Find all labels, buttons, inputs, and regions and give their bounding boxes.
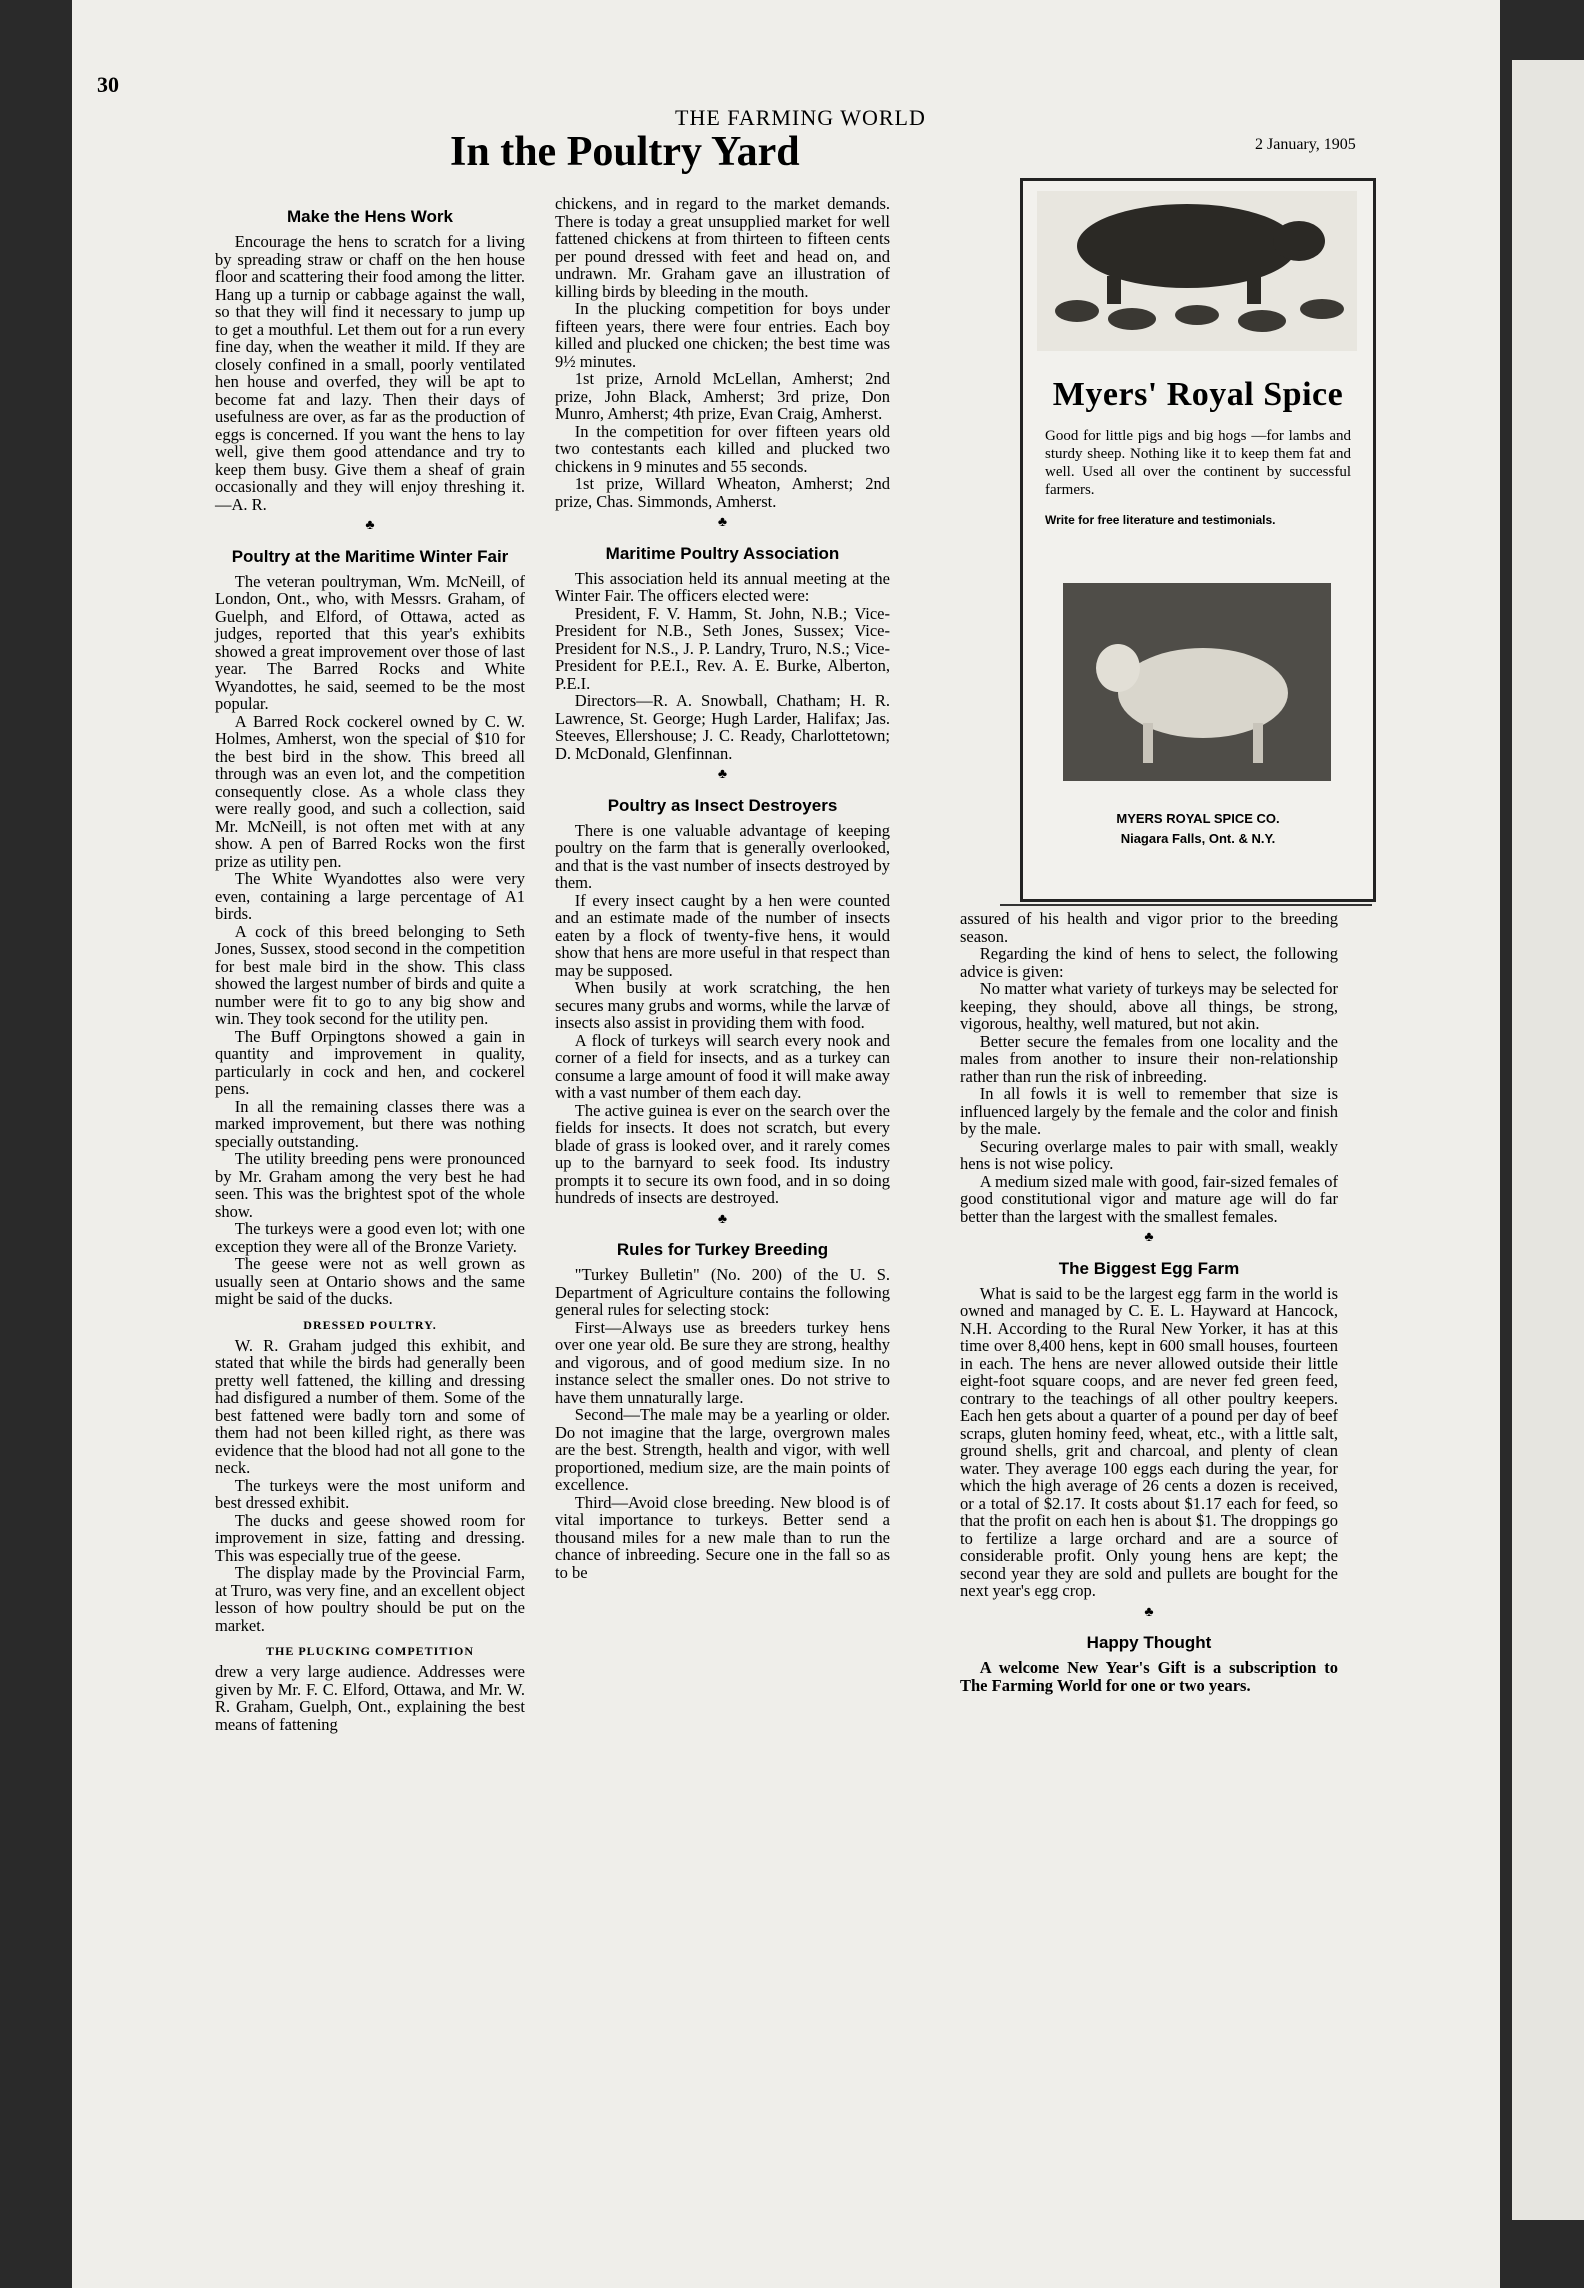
paragraph: President, F. V. Hamm, St. John, N.B.; Vice-President for N.B., Seth Jones, Sussex; Vice-President for N.S., J. P. Landry, Truro, N.S.; Vice-President for P.E.I., Rev. A. E. Burke, Alberton, P.E.I. (555, 603, 890, 693)
subheading: DRESSED POULTRY. (303, 1317, 437, 1332)
ornament-icon: ♣ (365, 518, 375, 533)
ad-call-to-action: Write for free literature and testimonials. (1045, 513, 1276, 527)
paragraph: A Barred Rock cockerel owned by C. W. Holmes, Amherst, won the special of $10 for the best bird in the show. This breed all through was an even lot, and the competition consequently close. As a whole class they were really good, and such a collection, said Mr. McNeill, is not often met with at any show. A pen of Barred Rocks won the first prize as utility pen. (215, 711, 525, 871)
paragraph: The display made by the Provincial Farm, at Truro, was very fine, and an excellent object lesson of how poultry should be put on the market. (215, 1563, 525, 1635)
ornament-icon: ♣ (717, 767, 728, 782)
paragraph: The geese were not as well grown as usually seen at Ontario shows and the same might be said of the ducks. (215, 1254, 525, 1308)
paragraph: A cock of this breed belonging to Seth Jones, Sussex, stood second in the competition for best male bird in the show. This class showed the largest number of birds and quite a number were fit to go to any big show and win. They took second for the utility pen. (215, 921, 525, 1028)
paragraph: In all fowls it is well to remember that size is influenced largely by the female and the color and finish by the male. (960, 1084, 1338, 1138)
article-heading: The Biggest Egg Farm (1058, 1258, 1240, 1278)
paragraph: drew a very large audience. Addresses were given by Mr. F. C. Elford, Ottawa, and Mr. W. R. Graham, Guelph, Ont., explaining the best means of fattening (215, 1662, 525, 1734)
paragraph: "Turkey Bulletin" (No. 200) of the U. S. Department of Agriculture contains the following general rules for selecting stock: (555, 1265, 890, 1319)
paragraph: A welcome New Year's Gift is a subscription to The Farming World for one or two years. (960, 1658, 1338, 1695)
paragraph: The ducks and geese showed room for improvement in size, fatting and dressing. This was especially true of the geese. (215, 1510, 525, 1565)
paragraph: This association held its annual meeting at the Winter Fair. The officers elected were: (555, 568, 890, 605)
sheep-photo (1063, 583, 1331, 781)
column-2 (555, 195, 890, 1581)
paragraph: When busily at work scratching, the hen secures many grubs and worms, while the larvæ of insects also assist in providing them with food. (555, 978, 890, 1032)
paragraph: 1st prize, Willard Wheaton, Amherst; 2nd prize, Chas. Simmonds, Amherst. (555, 474, 890, 511)
ornament-icon: ♣ (1144, 1604, 1154, 1620)
paragraph: The White Wyandottes also were very even, containing a large percentage of A1 birds. (215, 869, 525, 923)
paragraph: Better secure the females from one locality and the males from another to insure their non-relationship rather than run the risk of inbreeding. (960, 1031, 1338, 1086)
paragraph: assured of his health and vigor prior to the breeding season. (960, 909, 1338, 946)
paragraph: A flock of turkeys will search every nook and corner of a field for insects, and as a turkey can consume a large amount of food it will make away with a vast number of them each day. (555, 1030, 890, 1102)
facing-page-edge (1512, 60, 1584, 2220)
column-rule (1000, 904, 1372, 906)
paragraph: W. R. Graham judged this exhibit, and stated that while the birds had generally been pretty well fattened, the killing and dressing had disfigured a number of them. Some of the best fattened were badly torn and some of them had not been killed right, as there was evidence that the blood had not all gone to the neck. (215, 1335, 525, 1477)
paragraph: The Buff Orpingtons showed a gain in quantity and improvement in quality, particularly in cock and hen, and cockerel pens. (215, 1026, 525, 1098)
ornament-icon: ♣ (717, 1211, 728, 1227)
article-heading: Maritime Poultry Association (605, 543, 840, 563)
ornament-icon: ♣ (717, 515, 728, 530)
paragraph: What is said to be the largest egg farm in the world is owned and managed by C. E. L. Hayward at Hancock, N.H. According to the Rural New Yorker, it has at this time over 8,400 hens, kept in 600 small houses, fourteen in each. The hens are never allowed outside their little eight-foot square coops, and are never fed green feed, contrary to the teachings of all other poultry keepers. Each hen gets about a quarter of a pound per day of beef scraps, gluten hominy feed, wheat, etc., with a little salt, ground shells, grit and charcoal, and plenty of clean water. They average 100 eggs each during the year, for which the high average of 26 cents a dozen is received, or a total of $2.17. It costs about $1.17 each for feed, so that the profit on each hen is about $1. The droppings go to fertilize a large orchard and are a source of considerable profit. Only young hens are kept; the second year they are sold and pullets are bought for the next year's egg crop. (960, 1283, 1338, 1600)
section-title: In the Poultry Yard (450, 129, 800, 175)
paragraph: In all the remaining classes there was a marked improvement, but there was nothing specially outstanding. (215, 1096, 525, 1151)
paragraph: In the plucking competition for boys under fifteen years, there were four entries. Each boy killed and plucked one chicken; the best time was 9½ minutes. (555, 299, 890, 371)
paragraph: In the competition for over fifteen years old two contestants each killed and plucked two chickens in 9 minutes and 55 seconds. (555, 421, 890, 476)
paragraph: No matter what variety of turkeys may be selected for keeping, they should, above all things, be strong, vigorous, healthy, well matured, but not akin. (960, 979, 1338, 1033)
subheading: THE PLUCKING COMPETITION (265, 1644, 475, 1658)
paragraph: There is one valuable advantage of keeping poultry on the farm that is generally overlooked, and that is the vast number of insects destroyed by them. (555, 820, 890, 892)
article-heading: Rules for Turkey Breeding (616, 1240, 829, 1259)
paragraph: chickens, and in regard to the market demands. There is today a great unsupplied market for well fattened chickens at from thirteen to fifteen cents per pound dressed with feet and head on, and undrawn. Mr. Graham gave an illustration of killing birds by bleeding in the mouth. (555, 194, 890, 301)
ornament-icon: ♣ (1144, 1230, 1154, 1245)
paragraph: The turkeys were the most uniform and best dressed exhibit. (215, 1475, 525, 1512)
company-location: Niagara Falls, Ont. & N.Y. (1120, 831, 1276, 846)
ad-brand-name: Myers' Royal Spice (1052, 376, 1344, 413)
paragraph: If every insect caught by a hen were counted and an estimate made of the number of insects eaten by a flock of twenty-five hens, it would show that hens are more useful in that respect than may be supposed. (555, 890, 890, 980)
paragraph: Directors—R. A. Snowball, Chatham; H. R. Lawrence, St. George; Hugh Larder, Halifax; Jas. Steeves, Ellershouse; J. C. Ready, Charlottetown; D. McDonald, Glenfinnan. (555, 691, 890, 763)
paragraph: The active guinea is ever on the search over the fields for insects. It does not scratch, but every blade of grass is looked over, and it rarely comes up to the barnyard to seek food. Its industry prompts it to secure its own food, and in so doing hundreds of insects are destroyed. (555, 1100, 890, 1207)
paragraph: Third—Avoid close breeding. New blood is of vital importance to turkeys. Better send a thousand miles for a new male than to run the chance of inbreeding. Secure one in the fall so as to be (555, 1492, 890, 1582)
paragraph: First—Always use as breeders turkey hens over one year old. Be sure they are strong, healthy and vigorous, and of good medium size. In no instance select the smaller ones. Do not strive to have them unnaturally large. (555, 1317, 890, 1407)
column-3 (960, 910, 1338, 1694)
paragraph: A medium sized male with good, fair-sized females of good constitutional vigor and mature age will do far better than the largest with the smallest females. (960, 1171, 1338, 1226)
pig-illustration (1037, 191, 1357, 351)
column-1 (215, 195, 525, 1733)
article-heading: Poultry as Insect Destroyers (607, 795, 838, 815)
paragraph: Encourage the hens to scratch for a living by spreading straw or chaff on the hen house floor and scattering their food among the litter. Hang up a turnip or cabbage against the wall, so that they will find it necessary to jump up to get a mouthful. Let them out for a run every fine day, when the weather it mild. If they are closely confined in a small, poorly ventilated hen house and overfed, they will be apt to become fat and lazy. Then their days of usefulness are over, as far as the production of eggs is concerned. If you want the hens to lay well, give them good attendance and try to keep them busy. Give them a sheaf of grain occasionally and they will enjoy threshing it.—A. R. (215, 232, 525, 514)
paragraph: Regarding the kind of hens to select, the following advice is given: (960, 944, 1338, 981)
advertisement (1020, 178, 1376, 902)
paragraph: The utility breeding pens were pronounced by Mr. Graham among the very best he had seen. This was the brightest spot of the whole show. (215, 1149, 525, 1221)
paragraph: The veteran poultryman, Wm. McNeill, of London, Ont., who, with Messrs. Graham, of Guelph, and Elford, of Ottawa, acted as judges, reported that this year's exhibits showed a great improvement over those of last year. The Barred Rocks and White Wyandottes, he said, seemed to be the most popular. (215, 571, 525, 713)
paragraph: 1st prize, Arnold McLellan, Amherst; 2nd prize, John Black, Amherst; 3rd prize, Don Munro, Amherst; 4th prize, Evan Craig, Amherst. (555, 369, 890, 423)
article-heading: Happy Thought (1086, 1633, 1212, 1652)
paragraph: Securing overlarge males to pair with small, weakly hens is not wise policy. (960, 1136, 1338, 1173)
article-heading: Make the Hens Work (287, 207, 453, 226)
company-name: MYERS ROYAL SPICE CO. (1116, 811, 1280, 826)
article-heading: Poultry at the Maritime Winter Fair (231, 546, 509, 566)
paragraph: Second—The male may be a yearling or older. Do not imagine that the large, overgrown males are the best. Strength, health and vigor, with well proportioned, medium size, are the main points of excellence. (555, 1405, 890, 1494)
page-number: 30 (97, 72, 119, 97)
issue-date: 2 January, 1905 (1255, 136, 1356, 153)
running-head: THE FARMING WORLD (675, 105, 926, 130)
ad-company (1023, 809, 1373, 849)
paragraph: The turkeys were a good even lot; with one exception they were all of the Bronze Variety. (215, 1219, 525, 1256)
ad-copy: Good for little pigs and big hogs —for lambs and sturdy sheep. Nothing like it to keep them fat and well. Used all over the continent by successful farmers. (1045, 428, 1351, 498)
